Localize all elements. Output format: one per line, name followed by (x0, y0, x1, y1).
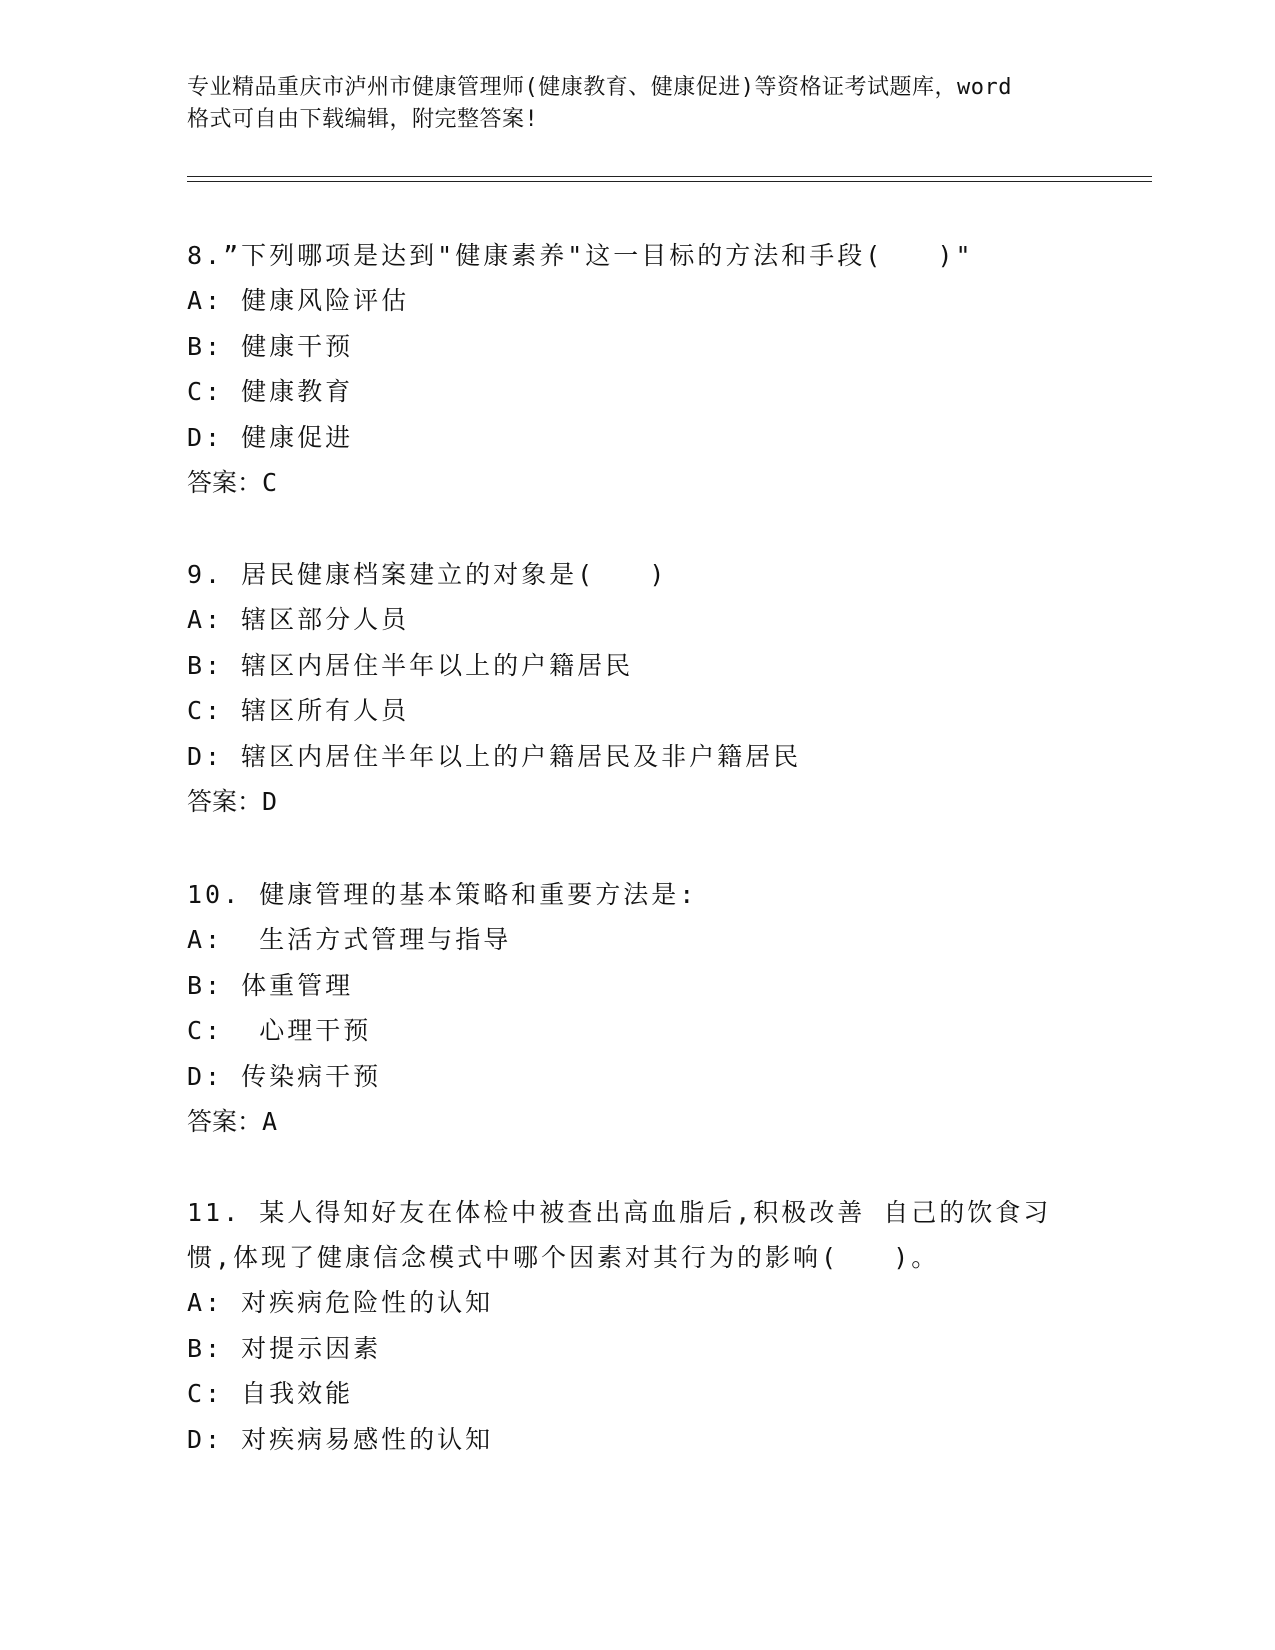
option-a: A: 辖区部分人员 (187, 605, 410, 634)
answer-line (187, 779, 1087, 825)
question-10 (187, 872, 1087, 1145)
option-c: C: 辖区所有人员 (187, 696, 410, 725)
option-b: B: 健康干预 (187, 331, 354, 361)
header-line-1: 专业精品重庆市泸州市健康管理师(健康教育、健康促进)等资格证考试题库，word (187, 75, 1012, 100)
answer-line (187, 460, 1087, 506)
option-b: B: 辖区内居住半年以上的户籍居民 (187, 650, 634, 680)
option-d: D: 辖区内居住半年以上的户籍居民及非户籍居民 (187, 741, 802, 771)
question-stem: 9. 居民健康档案建立的对象是( ) (187, 560, 668, 589)
option-b: B: 体重管理 (187, 970, 354, 1000)
option-c: C: 心理干预 (187, 1016, 372, 1045)
option-d: D: 传染病干预 (187, 1061, 382, 1091)
answer-value: A (262, 1107, 278, 1136)
option-c: C: 健康教育 (187, 377, 354, 406)
option-b: B: 对提示因素 (187, 1333, 382, 1363)
answer-label: 答案： (187, 787, 263, 816)
option-a: A: 健康风险评估 (187, 286, 410, 315)
option-a: A: 生活方式管理与指导 (187, 925, 512, 954)
question-stem: 10. 健康管理的基本策略和重要方法是: (187, 880, 698, 909)
header-divider-top (187, 176, 1152, 177)
question-8 (187, 233, 1087, 506)
option-a: A: 对疾病危险性的认知 (187, 1288, 494, 1317)
question-9 (187, 552, 1087, 825)
answer-line (187, 1099, 1087, 1145)
option-d: D: 健康促进 (187, 422, 354, 452)
question-stem-line-2: 惯,体现了健康信念模式中哪个因素对其行为的影响( )。 (187, 1243, 940, 1272)
answer-value: D (262, 787, 278, 816)
document-header (187, 72, 1087, 136)
question-stem-line-1: 11. 某人得知好友在体检中被查出高血脂后,积极改善 自己的饮食习 (187, 1198, 1052, 1227)
option-d: D: 对疾病易感性的认知 (187, 1424, 494, 1454)
answer-label: 答案： (187, 468, 263, 497)
option-c: C: 自我效能 (187, 1379, 354, 1408)
question-11 (187, 1190, 1087, 1462)
question-stem: 8.”下列哪项是达到"健康素养"这一目标的方法和手段( )" (187, 241, 974, 270)
answer-label: 答案： (187, 1107, 263, 1136)
header-line-2: 格式可自由下载编辑，附完整答案! (187, 107, 539, 132)
header-divider-bottom (187, 181, 1152, 182)
answer-value: C (262, 468, 278, 497)
